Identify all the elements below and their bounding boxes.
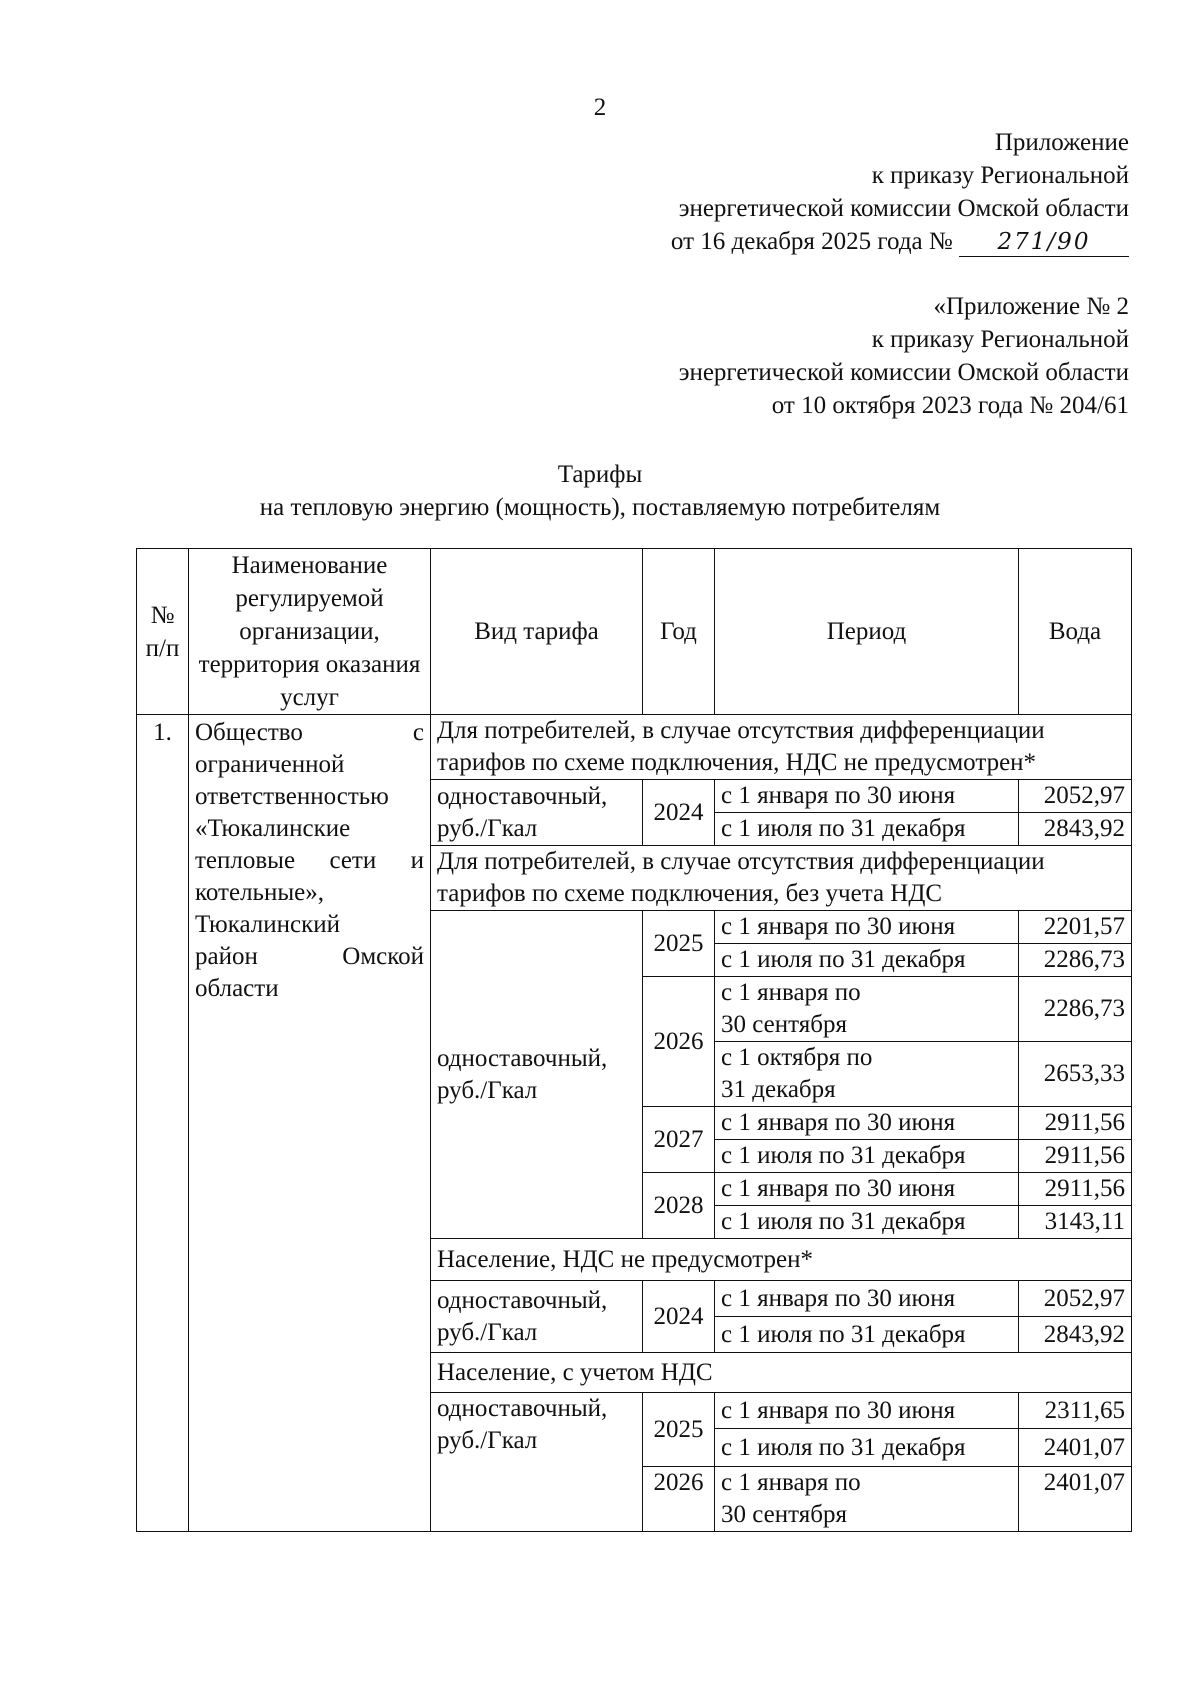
year-cell: 2025 [643, 1393, 715, 1467]
period-cell: с 1 января по 30 июня [715, 911, 1019, 944]
org-word: и [410, 847, 424, 874]
tariff-table [136, 548, 1132, 1532]
appendix-header-line: к приказу Региональной [871, 162, 1129, 189]
tariff-kind-cell [431, 1281, 643, 1353]
table-header-row [137, 549, 1132, 715]
period-cell [715, 977, 1019, 1042]
water-value-cell: 2401,07 [1019, 1429, 1132, 1467]
title-line: Тарифы [557, 461, 643, 488]
year-cell: 2025 [643, 911, 715, 977]
water-value-cell: 3143,11 [1019, 1206, 1132, 1239]
org-word: тепловые [195, 847, 296, 874]
water-value-cell: 2311,65 [1019, 1393, 1132, 1429]
header-year: Год [643, 549, 715, 715]
period-line: с 1 января по [721, 1469, 861, 1496]
period-line: 30 сентября [721, 1501, 847, 1528]
header-num: № п/п [137, 549, 189, 715]
org-line: «Тюкалинские [195, 815, 351, 842]
handwritten-order-number: 271/90 [959, 228, 1129, 257]
group-heading-line: Для потребителей, в случае отсутствия дифференциации [437, 848, 1045, 875]
tariff-kind-line: одноставочный, [437, 1044, 608, 1072]
tariff-kind-line: руб./Гкал [437, 1427, 538, 1454]
row-number: 1. [137, 715, 189, 1532]
group-heading-line: тарифов по схеме подключения, НДС не предусмотрен* [437, 749, 1037, 776]
header-period: Период [715, 549, 1019, 715]
period-cell [715, 1467, 1019, 1532]
appendix-header-line: Приложение [994, 129, 1129, 156]
water-value-cell: 2286,73 [1019, 944, 1132, 977]
tariff-kind-line: одноставочный, [437, 1395, 608, 1422]
appendix-header [671, 126, 1129, 258]
period-cell: с 1 января по 30 июня [715, 780, 1019, 813]
period-line: 31 декабря [721, 1076, 836, 1103]
year-cell: 2024 [643, 1281, 715, 1353]
water-value-cell: 2401,07 [1019, 1467, 1132, 1532]
tariff-kind-line: одноставочный, [437, 1286, 608, 1314]
period-cell [715, 1042, 1019, 1107]
group-heading [431, 846, 1132, 911]
period-cell: с 1 января по 30 июня [715, 1173, 1019, 1206]
period-cell: с 1 января по 30 июня [715, 1281, 1019, 1317]
period-cell: с 1 июля по 31 декабря [715, 1206, 1019, 1239]
appendix-header-line: энергетической комиссии Омской области [678, 195, 1129, 222]
page-number: 2 [593, 94, 607, 121]
org-word: Общество [195, 719, 303, 746]
appendix-date-line [671, 225, 1129, 258]
org-line: ответственностью [195, 783, 389, 810]
org-line: Тюкалинский [195, 911, 341, 938]
water-value-cell: 2653,33 [1019, 1042, 1132, 1107]
quoted-header-line: от 10 октября 2023 года № 204/61 [771, 392, 1129, 419]
group-heading-line: Для потребителей, в случае отсутствия дифференциации [437, 717, 1045, 744]
water-value-cell: 2286,73 [1019, 977, 1132, 1042]
year-cell: 2028 [643, 1173, 715, 1239]
tariff-kind-line: руб./Гкал [437, 1076, 538, 1104]
org-line: ограниченной [195, 751, 345, 778]
water-value-cell: 2843,92 [1019, 813, 1132, 846]
org-line [195, 845, 424, 877]
year-cell: 2026 [643, 1467, 715, 1532]
water-value-cell: 2201,57 [1019, 911, 1132, 944]
period-line: с 1 октября по [721, 1044, 873, 1071]
group-heading: Население, с учетом НДС [431, 1353, 1132, 1393]
org-word: район [195, 943, 258, 970]
water-value-cell: 2911,56 [1019, 1173, 1132, 1206]
group-heading-line: тарифов по схеме подключения, без учета НДС [437, 880, 943, 907]
org-line [195, 941, 424, 973]
document-title [0, 458, 1200, 524]
period-cell: с 1 января по 30 июня [715, 1107, 1019, 1140]
period-cell: с 1 января по 30 июня [715, 1393, 1019, 1429]
header-organization: Наименование регулируемой организации, территория оказания услуг [189, 549, 431, 715]
organization-cell [189, 715, 431, 1532]
org-word: сети [329, 847, 377, 874]
period-line: 30 сентября [721, 1011, 847, 1038]
table-row [137, 715, 1132, 780]
org-word: с [412, 719, 424, 746]
header-tariff-kind: Вид тарифа [431, 549, 643, 715]
tariff-kind-line: руб./Гкал [437, 1318, 538, 1346]
period-cell: с 1 июля по 31 декабря [715, 1317, 1019, 1353]
period-cell: с 1 июля по 31 декабря [715, 1140, 1019, 1173]
org-line: области [195, 975, 279, 1002]
tariff-kind-cell [431, 1393, 643, 1532]
water-value-cell: 2911,56 [1019, 1107, 1132, 1140]
water-value-cell: 2911,56 [1019, 1140, 1132, 1173]
org-word: Омской [342, 943, 424, 970]
period-cell: с 1 июля по 31 декабря [715, 1429, 1019, 1467]
year-cell: 2027 [643, 1107, 715, 1173]
year-cell: 2024 [643, 780, 715, 846]
tariff-kind-line: одноставочный, [437, 782, 608, 810]
water-value-cell: 2843,92 [1019, 1317, 1132, 1353]
water-value-cell: 2052,97 [1019, 780, 1132, 813]
group-heading [431, 715, 1132, 780]
title-line: на тепловую энергию (мощность), поставляемую потребителям [259, 494, 941, 521]
water-value-cell: 2052,97 [1019, 1281, 1132, 1317]
quoted-header-line: «Приложение № 2 [933, 293, 1129, 320]
tariff-kind-cell [431, 911, 643, 1239]
appendix-date-prefix: от 16 декабря 2025 года № [670, 228, 953, 255]
quoted-appendix-header [679, 290, 1129, 422]
period-cell: с 1 июля по 31 декабря [715, 813, 1019, 846]
year-cell: 2026 [643, 977, 715, 1107]
period-line: с 1 января по [721, 979, 861, 1006]
tariff-kind-line: руб./Гкал [437, 814, 538, 842]
period-cell: с 1 июля по 31 декабря [715, 944, 1019, 977]
org-line: котельные», [195, 879, 324, 906]
org-line [195, 717, 424, 749]
group-heading: Население, НДС не предусмотрен* [431, 1239, 1132, 1281]
header-water: Вода [1019, 549, 1132, 715]
tariff-kind-cell [431, 780, 643, 846]
quoted-header-line: к приказу Региональной [871, 326, 1129, 353]
quoted-header-line: энергетической комиссии Омской области [678, 359, 1129, 386]
